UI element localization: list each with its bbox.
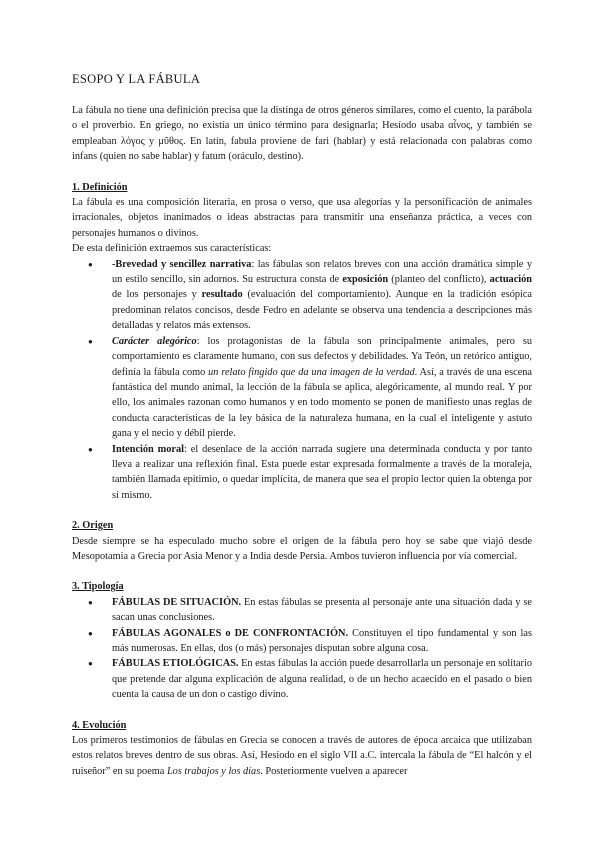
section-tipologia	[72, 579, 532, 702]
intro-text-1: La fábula no tiene una definición precisa que la distinga de otros géneros similares, como el cuento, la parábola o el proverbio. En griego, no existía un único término para designarla; Hesíodo usaba	[72, 105, 532, 132]
section-heading-definicion: 1. Definición	[72, 181, 128, 193]
list-item-brevedad: ● -Brevedad y sencillez narrativa: las fábulas son relatos breves con una acción dramática simple y un estilo sencillo, sin adornos. Su estructura consta de exposición (planteo del conflicto), actuación de los personajes y resultado (evaluación del comportamiento). Aunque en la tradición esópica predominan relatos concisos, desde Fedro en adelante se observa una tendencia a descripciones más detalladas y relatos más extensos.	[112, 257, 532, 334]
intro-text-2: , y también se empleaban	[72, 120, 532, 147]
list-item-agonales: ● FÁBULAS AGONALES o DE CONFRONTACIÓN. Constituyen el tipo fundamental y son las más numerosas. En ellas, dos (o más) personajes disputan sobre alguna cosa.	[112, 626, 532, 657]
section-definicion	[72, 180, 532, 504]
document-body	[72, 103, 532, 779]
list-item-alegorico: ● Carácter alegórico: los protagonistas de la fábula son principalmente animales, pero su comportamiento es claramente humano, con sus defectos y debilidades. Ya Teón, un retórico antiguo, definía la fábula como un relato fingido que da una imagen de la verdad. Así, a través de una escena fantástica del mundo animal, la lección de la fábula se aplica, alegóricamente, al mundo real. Y por ello, los animales razonan como humanos y en todo momento se ponen de manifiesto unas reglas de conducta características de la ley básica de la naturaleza humana, en la cual el inteligente y astuto gana y el necio y débil pierde.	[112, 334, 532, 442]
section-evolucion	[72, 718, 532, 780]
list-item-situacion: ● FÁBULAS DE SITUACIÓN. En estas fábulas se presenta al personaje ante una situación dada y se sacan unas conclusiones.	[112, 595, 532, 626]
document-title: ESOPO Y LA FÁBULA	[72, 72, 201, 86]
section-heading-tipologia: 3. Tipología	[72, 581, 124, 593]
section-origen	[72, 518, 532, 564]
tipologia-list	[72, 595, 532, 703]
definicion-intro-list: De esta definición extraemos sus características:	[72, 243, 272, 255]
intro-paragraph	[72, 103, 532, 165]
list-item-intencion: ● Intención moral: el desenlace de la acción narrada sugiere una determinada conducta y por tanto lleva a realizar una reflexión final. Esta puede estar expresada formalmente a través de la moraleja, también llamada epitimio, o quedar implícita, de manera que sea el propio lector quien la obtenga por sí mismo.	[112, 442, 532, 504]
intro-text-3: . En latín, fabula proviene de fari (hablar) y está relacionada con palabras como infans (quien no sabe hablar) y fatum (oráculo, destino).	[72, 135, 532, 163]
section-heading-origen: 2. Origen	[72, 520, 114, 532]
definicion-paragraph: La fábula es una composición literaria, en prosa o verso, que usa alegorías y la personificación de animales irracionales, objetos inanimados o ideas abstractas para transmitir una enseñanza práctica, a veces con personajes humanos o divinos.	[72, 197, 532, 239]
section-heading-evolucion: 4. Evolución	[72, 719, 127, 731]
caracteristicas-list	[72, 257, 532, 504]
evolucion-paragraph: Los primeros testimonios de fábulas en Grecia se conocen a través de autores de época arcaica que utilizaban estos relatos breves dentro de sus obras. Así, Hesíodo en el siglo VII a.C. intercala la fábula de “El halcón y el ruiseñor” en su poema Los trabajos y los días. Posteriormente vuelven a aparecer	[72, 735, 532, 777]
list-item-etiologicas: ● FÁBULAS ETIOLÓGICAS. En estas fábulas la acción puede desarrollarla un personaje en solitario que pretende dar alguna explicación de alguna realidad, o de un hecho acaecido en el pasado o bien cuenta la causa de un don o castigo divino.	[112, 656, 532, 702]
origen-paragraph: Desde siempre se ha especulado mucho sobre el origen de la fábula pero hoy se sabe que viajó desde Mesopotamia a Grecia por Asia Menor y a India desde Persia. Ambos tuvieron influencia por vía comercial.	[72, 535, 532, 562]
intro-greek-2: λόγος y μῦθος	[120, 135, 184, 147]
intro-greek-1: αἶνος	[448, 120, 471, 132]
